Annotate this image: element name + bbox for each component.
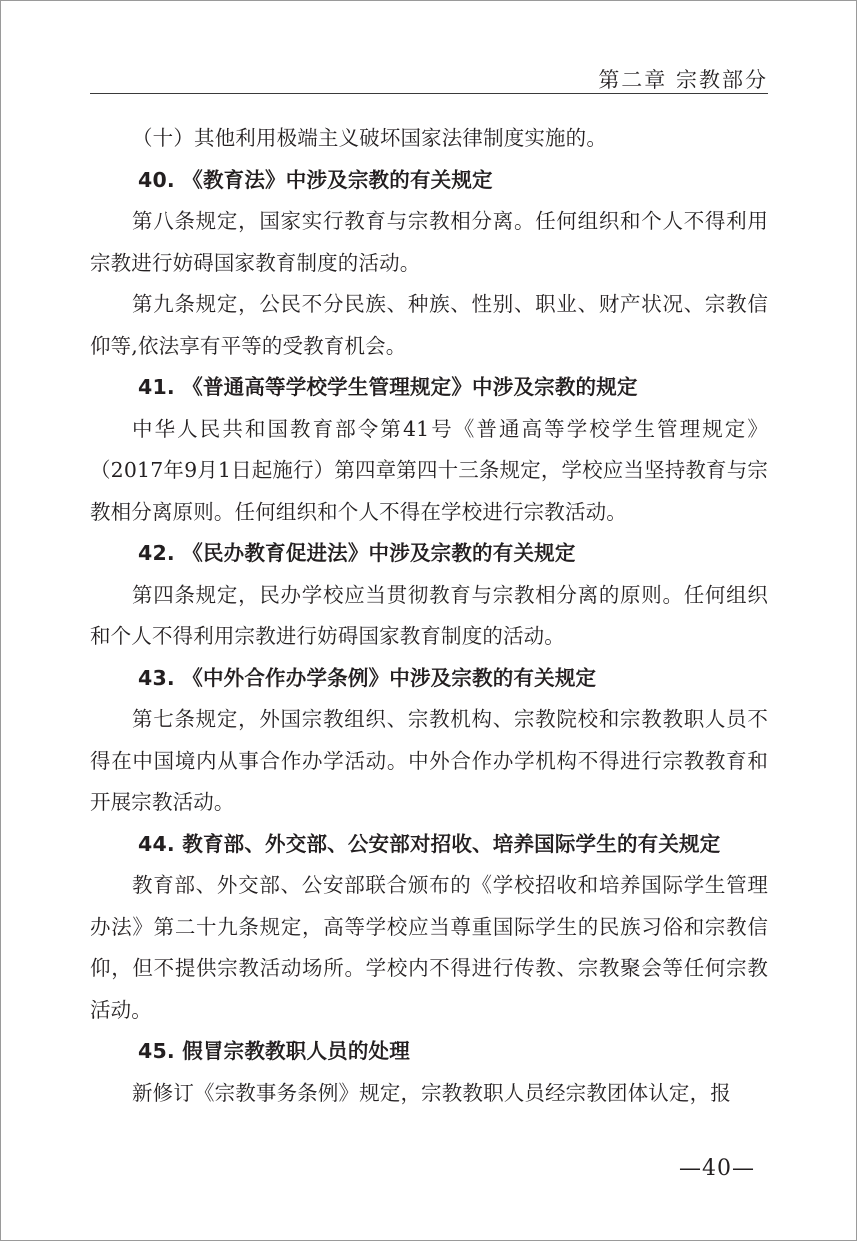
section-heading: 42. 《民办教育促进法》中涉及宗教的有关规定 bbox=[138, 541, 576, 565]
paragraph: 新修订《宗教事务条例》规定，宗教教职人员经宗教团体认定，报 bbox=[132, 1080, 731, 1105]
paragraph: 第四条规定，民办学校应当贯彻教育与宗教相分离的原则。任何组织和个人不得利用宗教进行妨碍国家教育制度的活动。 bbox=[90, 582, 768, 648]
chapter-title: 第二章 宗教部分 bbox=[598, 68, 768, 92]
paragraph: 第九条规定，公民不分民族、种族、性别、职业、财产状况、宗教信仰等,依法享有平等的受教育机会。 bbox=[90, 292, 768, 358]
paragraph: 中华人民共和国教育部令第41号《普通高等学校学生管理规定》（2017年9月1日起施行）第四章第四十三条规定，学校应当坚持教育与宗教相分离原则。任何组织和个人不得在学校进行宗教活动。 bbox=[90, 416, 769, 524]
section-heading: 43. 《中外合作办学条例》中涉及宗教的有关规定 bbox=[138, 665, 597, 690]
section-heading: 41. 《普通高等学校学生管理规定》中涉及宗教的规定 bbox=[138, 375, 638, 399]
page-header bbox=[90, 53, 768, 94]
paragraph: 教育部、外交部、公安部联合颁布的《学校招收和培养国际学生管理办法》第二十九条规定，高等学校应当尊重国际学生的民族习俗和宗教信仰，但不提供宗教活动场所。学校内不得进行传教、宗教聚会等任何宗教活动。 bbox=[90, 873, 768, 1022]
section-heading: 44. 教育部、外交部、公安部对招收、培养国际学生的有关规定 bbox=[138, 831, 721, 856]
page-content bbox=[90, 118, 768, 1114]
page-number: —40— bbox=[679, 1156, 755, 1181]
paragraph: （十）其他利用极端主义破坏国家法律制度实施的。 bbox=[132, 126, 607, 150]
section-heading: 45. 假冒宗教教职人员的处理 bbox=[138, 1039, 410, 1063]
paragraph: 第八条规定，国家实行教育与宗教相分离。任何组织和个人不得利用宗教进行妨碍国家教育制度的活动。 bbox=[90, 209, 768, 275]
paragraph: 第七条规定，外国宗教组织、宗教机构、宗教院校和宗教教职人员不得在中国境内从事合作办学活动。中外合作办学机构不得进行宗教教育和开展宗教活动。 bbox=[90, 707, 768, 814]
section-heading: 40. 《教育法》中涉及宗教的有关规定 bbox=[138, 167, 493, 192]
